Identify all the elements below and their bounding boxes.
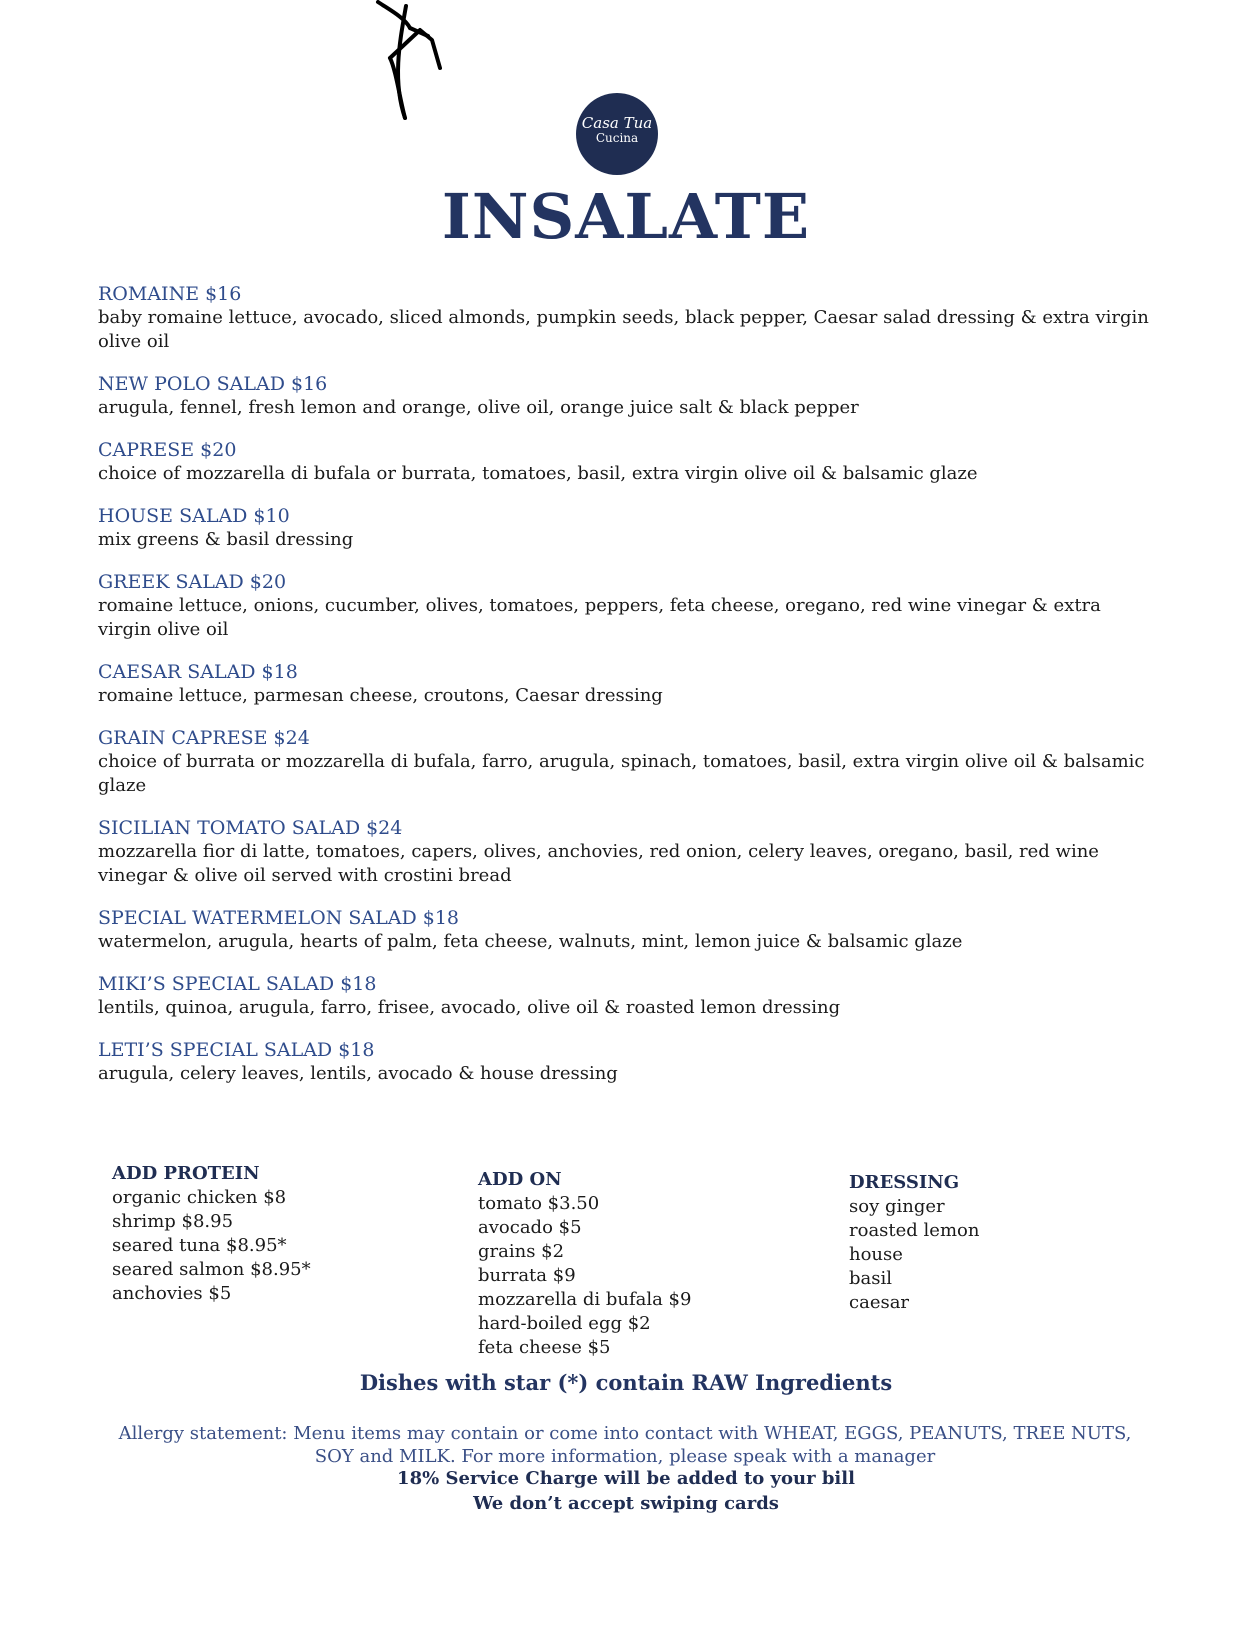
add-on-heading: ADD ON — [478, 1169, 562, 1190]
item-description: mix greens & basil dressing — [98, 529, 354, 550]
handwritten-scribble — [370, 0, 460, 130]
item-name: SPECIAL WATERMELON SALAD $18 — [98, 907, 459, 929]
dressing-option: roasted lemon — [849, 1220, 980, 1241]
menu-item — [98, 1038, 1158, 1086]
allergy-statement: Allergy statement: Menu items may contain or come into contact with WHEAT, EGGS, PEANUTS, TREE NUTS, SOY and MILK. For more information, please speak with a manager — [118, 1423, 1132, 1467]
add-on-option: tomato $3.50 — [478, 1193, 600, 1214]
item-description: watermelon, arugula, hearts of palm, feta cheese, walnuts, mint, lemon juice & balsamic glaze — [98, 931, 963, 952]
add-protein-option: seared tuna $8.95* — [112, 1235, 287, 1256]
item-description: romaine lettuce, onions, cucumber, olives, tomatoes, peppers, feta cheese, oregano, red wine vinegar & extra virgin olive oil — [98, 595, 1101, 640]
item-name: LETI’S SPECIAL SALAD $18 — [98, 1039, 375, 1061]
item-name: GRAIN CAPRESE $24 — [98, 727, 310, 749]
add-on-option: burrata $9 — [478, 1265, 576, 1286]
add-protein-option: anchovies $5 — [112, 1283, 232, 1304]
item-name: CAPRESE $20 — [98, 439, 237, 461]
logo-line-1: Casa Tua — [581, 114, 653, 132]
item-description: romaine lettuce, parmesan cheese, croutons, Caesar dressing — [98, 685, 663, 706]
menu-item — [98, 504, 1158, 552]
add-on-option: mozzarella di bufala $9 — [478, 1289, 692, 1310]
dressing-option: house — [849, 1244, 903, 1265]
add-protein-option: organic chicken $8 — [112, 1187, 287, 1208]
add-on-section — [478, 1168, 691, 1360]
menu-item — [98, 816, 1158, 888]
dressing-option: caesar — [849, 1292, 910, 1313]
item-name: NEW POLO SALAD $16 — [98, 373, 328, 395]
page-title: INSALATE — [441, 180, 811, 253]
add-on-option: avocado $5 — [478, 1217, 582, 1238]
menu-item — [98, 570, 1158, 642]
item-description: arugula, celery leaves, lentils, avocado & house dressing — [98, 1063, 618, 1084]
item-description: arugula, fennel, fresh lemon and orange, olive oil, orange juice salt & black pepper — [98, 397, 859, 418]
item-description: baby romaine lettuce, avocado, sliced almonds, pumpkin seeds, black pepper, Caesar salad dressing & extra virgin olive oil — [98, 307, 1149, 352]
item-name: HOUSE SALAD $10 — [98, 505, 290, 527]
add-on-option: feta cheese $5 — [478, 1337, 611, 1358]
item-description: lentils, quinoa, arugula, farro, frisee, avocado, olive oil & roasted lemon dressing — [98, 997, 841, 1018]
item-description: choice of mozzarella di bufala or burrata, tomatoes, basil, extra virgin olive oil & balsamic glaze — [98, 463, 978, 484]
add-on-option: grains $2 — [478, 1241, 565, 1262]
menu-item — [98, 726, 1158, 798]
service-charge-note: 18% Service Charge will be added to your bill — [397, 1468, 855, 1489]
dressing-heading: DRESSING — [849, 1172, 960, 1193]
menu-item — [98, 660, 1158, 708]
menu-item-list — [98, 282, 1158, 1104]
item-name: MIKI’S SPECIAL SALAD $18 — [98, 973, 377, 995]
add-protein-option: seared salmon $8.95* — [112, 1259, 311, 1280]
item-name: ROMAINE $16 — [98, 283, 242, 305]
menu-item — [98, 906, 1158, 954]
add-on-option: hard-boiled egg $2 — [478, 1313, 651, 1334]
item-name: GREEK SALAD $20 — [98, 571, 287, 593]
dressing-section — [849, 1171, 979, 1315]
payment-note: We don’t accept swiping cards — [473, 1493, 779, 1514]
add-protein-heading: ADD PROTEIN — [112, 1163, 260, 1184]
item-name: SICILIAN TOMATO SALAD $24 — [98, 817, 403, 839]
dressing-option: soy ginger — [849, 1196, 945, 1217]
restaurant-logo — [576, 93, 658, 175]
menu-item — [98, 972, 1158, 1020]
add-protein-section — [112, 1162, 311, 1306]
item-name: CAESAR SALAD $18 — [98, 661, 298, 683]
item-description: mozzarella fior di latte, tomatoes, capers, olives, anchovies, red onion, celery leaves, oregano, basil, red wine vinegar & olive oil served with crostini bread — [98, 841, 1099, 886]
add-protein-option: shrimp $8.95 — [112, 1211, 234, 1232]
menu-item — [98, 282, 1158, 354]
menu-item — [98, 438, 1158, 486]
logo-line-2: Cucina — [595, 131, 639, 145]
dressing-option: basil — [849, 1268, 893, 1289]
menu-item — [98, 372, 1158, 420]
item-description: choice of burrata or mozzarella di bufala, farro, arugula, spinach, tomatoes, basil, extra virgin olive oil & balsamic glaze — [98, 751, 1145, 796]
raw-ingredients-note: Dishes with star (*) contain RAW Ingredients — [359, 1370, 893, 1395]
